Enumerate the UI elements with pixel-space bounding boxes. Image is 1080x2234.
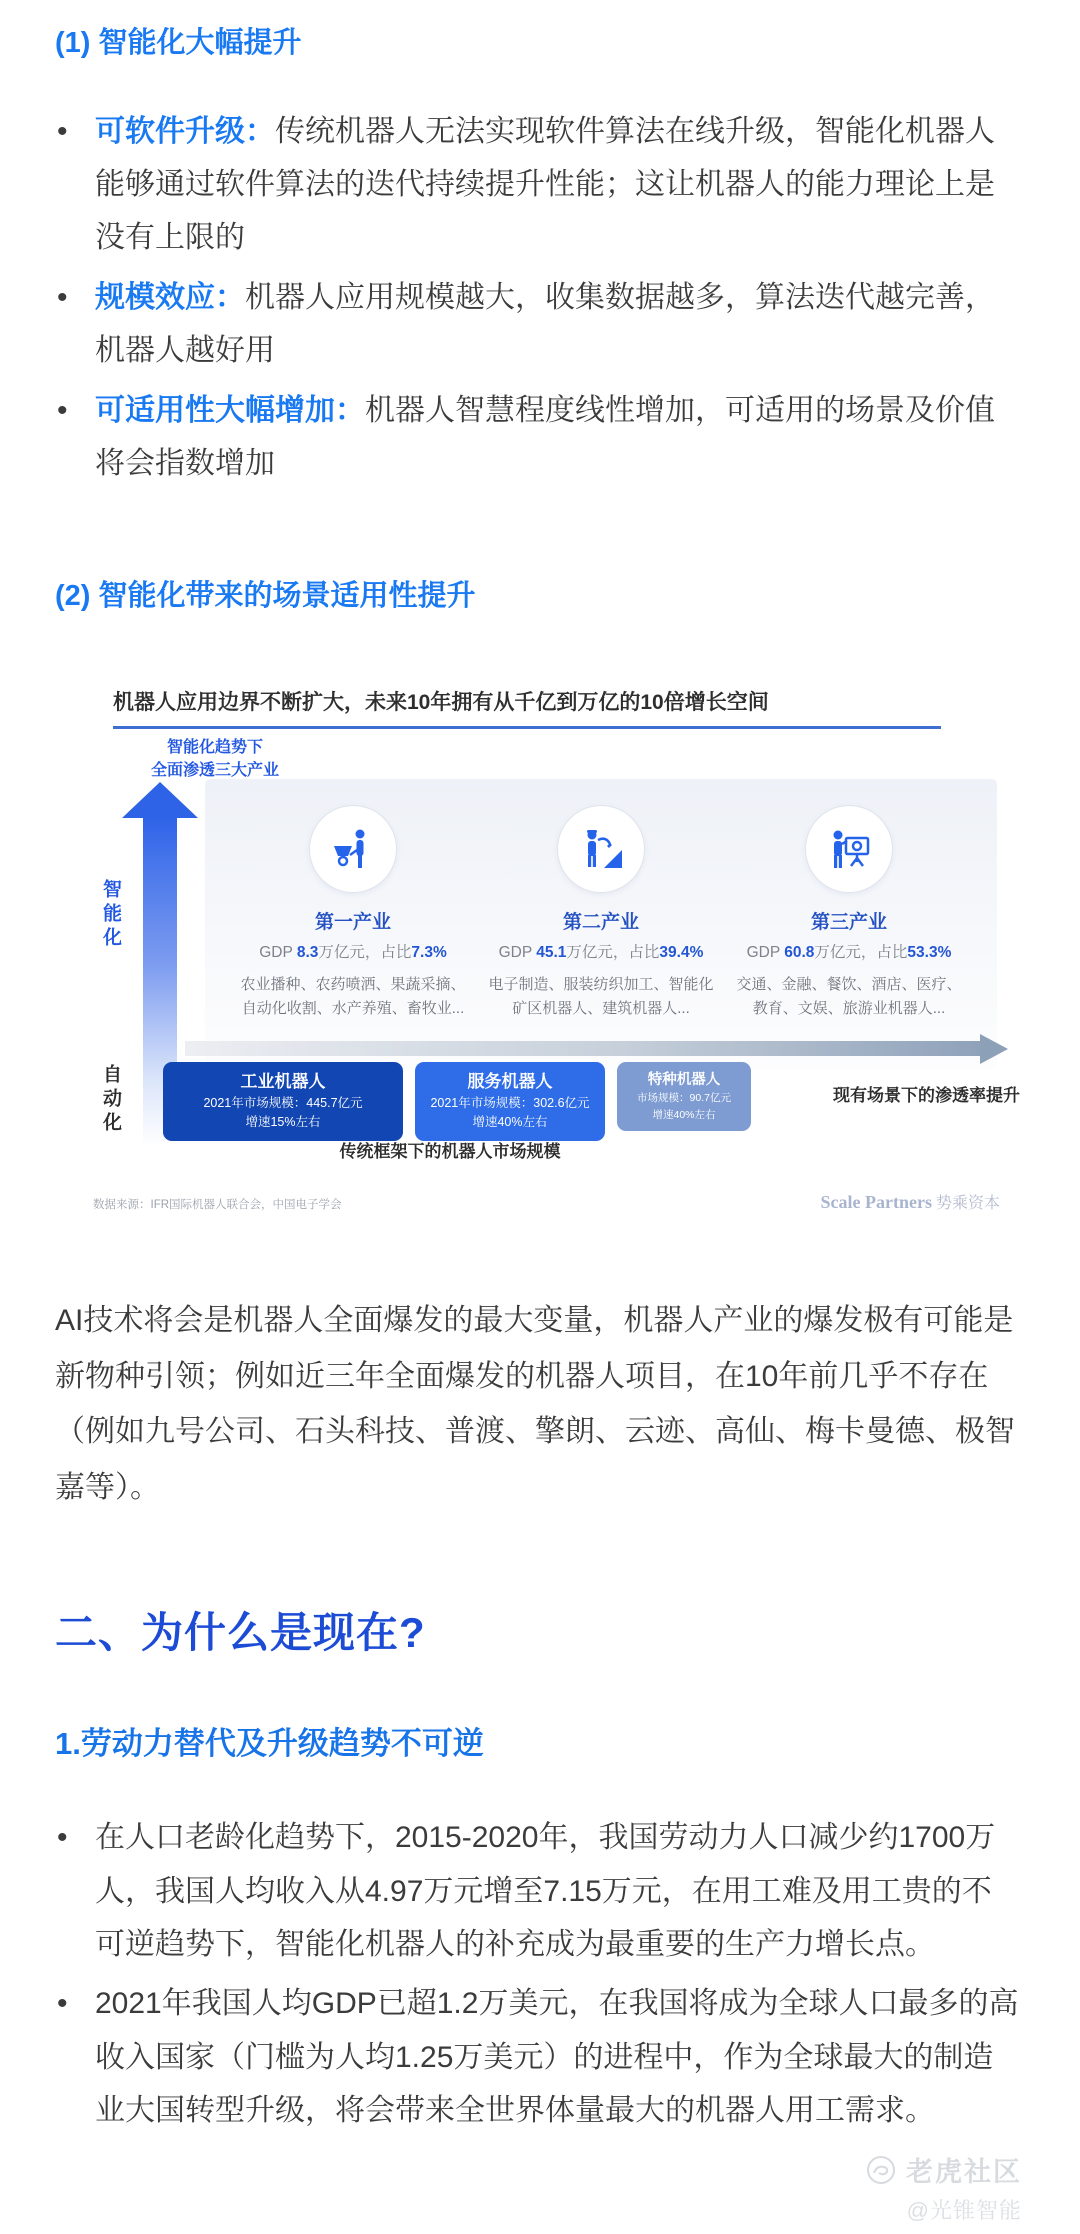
presenter-icon — [805, 805, 893, 893]
section1-bullet-list — [55, 105, 1020, 491]
bullet-lead: 可适用性大幅增加： — [95, 393, 365, 427]
market-box-service: 服务机器人 2021年市场规模：302.6亿元 增速40%左右 — [415, 1062, 605, 1141]
bullet-text: 机器人应用规模越大，收集数据越多，算法迭代越完善，机器人越好用 — [95, 280, 995, 368]
market-box-special: 特种机器人 市场规模：90.7亿元 增速40%左右 — [617, 1062, 751, 1131]
figure-body — [85, 729, 1020, 1174]
watermark-handle: @光锥智能 — [906, 2198, 1022, 2223]
industry-desc: 交通、金融、餐饮、酒店、医疗、 教育、文娱、旅游业机器人... — [736, 976, 962, 1018]
tiger-logo-icon — [866, 2155, 896, 2185]
figure-caption: 传统框架下的机器人市场规模 — [339, 1142, 561, 1162]
section3-title: 二、为什么是现在? — [55, 1609, 426, 1657]
bullet-lead: 规模效应： — [95, 280, 245, 314]
industry-column-primary — [233, 805, 473, 1069]
trend-label — [125, 737, 305, 782]
market-box-industrial: 工业机器人 2021年市场规模：445.7亿元 增速15%左右 — [163, 1062, 403, 1141]
industry-column-secondary — [481, 805, 721, 1069]
industry-desc: 农业播种、农药喷洒、果蔬采摘、 自动化收割、水产养殖、畜牧业... — [240, 976, 466, 1018]
trend-label-line1: 智能化趋势下 — [166, 739, 263, 757]
brand-logo — [821, 1190, 1000, 1213]
axis-label-smart: 智能化 — [100, 879, 121, 952]
watermark-brand: 老虎社区 — [906, 2157, 1022, 2187]
brand-name-en: Scale Partners — [820, 1192, 932, 1213]
list-item — [55, 1977, 1020, 2137]
list-item — [55, 271, 1020, 378]
right-arrow-icon — [980, 1034, 1008, 1064]
industry-desc: 电子制造、服装纺织加工、智能化 矿区机器人、建筑机器人... — [488, 976, 714, 1018]
industry-name: 第二产业 — [562, 912, 639, 934]
industry-name: 第三产业 — [810, 912, 887, 934]
bullet-lead: 可软件升级： — [95, 114, 275, 148]
list-item — [55, 1811, 1020, 1971]
industry-column-tertiary — [729, 805, 969, 1069]
bullet-text: 传统机器人无法实现软件算法在线升级，智能化机器人能够通过软件算法的迭代持续提升性能；这让机器人的能力理论上是没有上限的 — [95, 114, 995, 255]
watermark — [866, 2150, 1022, 2225]
section2-title: (2) 智能化带来的场景适用性提升 — [55, 580, 476, 613]
industry-panel — [205, 779, 997, 1069]
industry-gdp: GDP 60.8万亿元，占比53.3% — [746, 944, 952, 962]
axis-label-auto: 自动化 — [100, 1064, 121, 1137]
industry-gdp: GDP 8.3万亿元，占比7.3% — [259, 944, 447, 962]
list-item — [55, 384, 1020, 491]
farmer-wheelbarrow-icon — [309, 805, 397, 893]
section1-title: (1) 智能化大幅提升 — [55, 27, 302, 59]
bullet-text: 在人口老龄化趋势下，2015-2020年，我国劳动力人口减少约1700万人，我国人均收入从4.97万元增至7.15万元，在用工难及用工贵的不可逆趋势下，智能化机器人的补充成为最重要的生产力增长点。 — [95, 1821, 996, 1961]
trend-label-line2: 全面渗透三大产业 — [150, 761, 279, 779]
up-arrow-icon — [122, 782, 198, 818]
ai-paragraph: AI技术将会是机器人全面爆发的最大变量，机器人产业的爆发极有可能是新物种引领；例如近三年全面爆发的机器人项目，在10年前几乎不存在（例如九号公司、石头科技、普渡、擎朗、云迹、高仙、梅卡曼德、极智嘉等）。 — [55, 1304, 1015, 1504]
list-item — [55, 105, 1020, 265]
section3-subtitle: 1.劳动力替代及升级趋势不可逆 — [55, 1726, 484, 1762]
market-infographic — [85, 686, 1020, 1213]
industry-gdp: GDP 45.1万亿元，占比39.4% — [498, 944, 704, 962]
right-arrow-shaft — [185, 1041, 980, 1056]
miner-icon — [557, 805, 645, 893]
data-source: 数据来源：IFR国际机器人联合会，中国电子学会 — [93, 1199, 342, 1212]
bullet-text: 机器人智慧程度线性增加，可适用的场景及价值将会指数增加 — [95, 393, 995, 481]
figure-footer — [93, 1190, 1000, 1213]
industry-name: 第一产业 — [314, 912, 391, 934]
penetration-label: 现有场景下的渗透率提升 — [833, 1086, 1020, 1106]
bullet-text: 2021年我国人均GDP已超1.2万美元，在我国将成为全球人口最多的高收入国家（门槛为人均1.25万美元）的进程中，作为全球最大的制造业大国转型升级，将会带来全世界体量最大的机器人用工需求。 — [95, 1987, 1019, 2128]
brand-name-cn: 势乘资本 — [935, 1195, 1000, 1213]
figure-title: 机器人应用边界不断扩大，未来10年拥有从千亿到万亿的10倍增长空间 — [113, 691, 769, 715]
section3-bullet-list — [55, 1811, 1020, 2137]
